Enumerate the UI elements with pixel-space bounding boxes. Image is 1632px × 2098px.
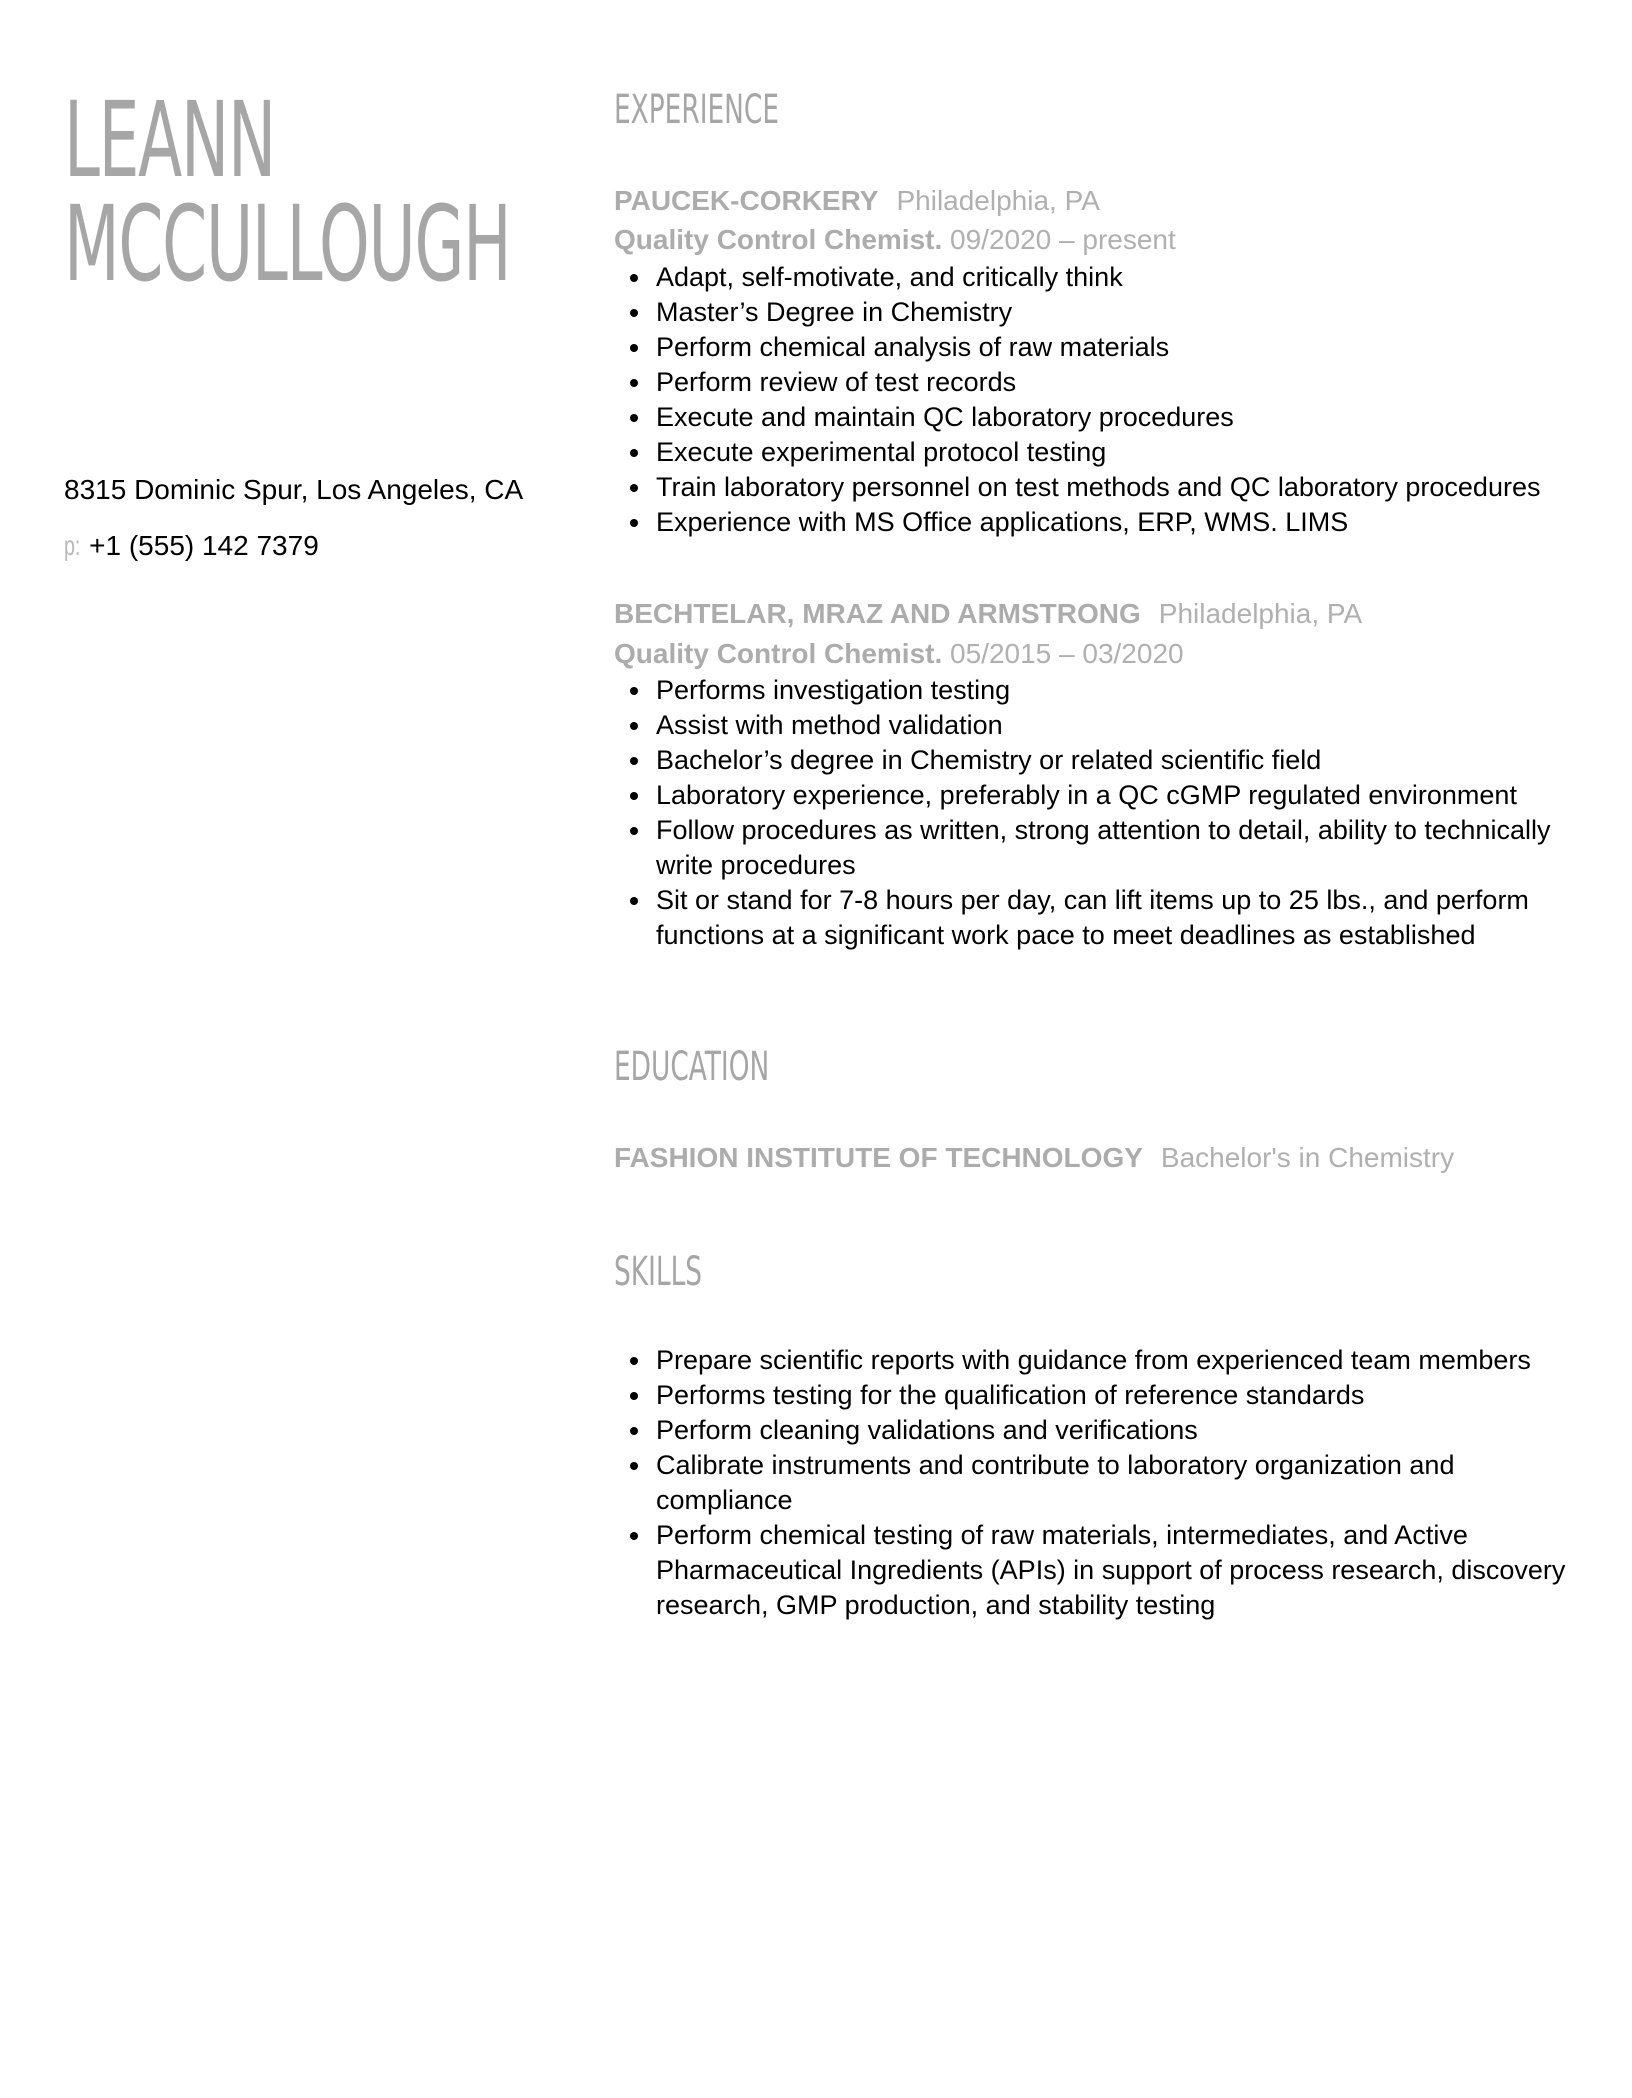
name-last: MCCULLOUGH <box>64 183 511 305</box>
list-item: Prepare scientific reports with guidance from experienced team members <box>656 1343 1576 1378</box>
list-item: Perform chemical analysis of raw materials <box>656 330 1576 365</box>
job-1-role: Quality Control Chemist. <box>614 224 943 255</box>
list-item: Perform chemical testing of raw materials, intermediates, and Active Pharmaceutical Ingredients (APIs) in support of process research, discovery research, GMP production, and stability testing <box>656 1518 1576 1623</box>
list-item: Bachelor’s degree in Chemistry or related scientific field <box>656 743 1576 778</box>
list-item: Execute experimental protocol testing <box>656 435 1576 470</box>
list-item: Laboratory experience, preferably in a QC cGMP regulated environment <box>656 778 1576 813</box>
job-2-dates: 05/2015 – 03/2020 <box>950 638 1184 669</box>
list-item: Experience with MS Office applications, ERP, WMS. LIMS <box>656 505 1576 540</box>
job-2-role: Quality Control Chemist. <box>614 638 943 669</box>
candidate-name <box>64 79 511 305</box>
list-item: Execute and maintain QC laboratory procedures <box>656 400 1576 435</box>
job-2-location: Philadelphia, PA <box>1158 598 1363 629</box>
job-1-dates: 09/2020 – present <box>950 224 1176 255</box>
skills-list <box>614 1343 1576 1623</box>
job-2-company-line <box>614 594 1362 634</box>
phone-number: +1 (555) 142 7379 <box>89 530 319 561</box>
job-1-role-line <box>614 220 1176 260</box>
list-item: Perform cleaning validations and verifications <box>656 1413 1576 1448</box>
list-item: Performs testing for the qualification of reference standards <box>656 1378 1576 1413</box>
education-heading: EDUCATION <box>614 1044 770 1090</box>
list-item: Performs investigation testing <box>656 673 1576 708</box>
job-2-role-line <box>614 634 1184 674</box>
address: 8315 Dominic Spur, Los Angeles, CA <box>64 474 524 505</box>
education-line <box>614 1138 1454 1178</box>
name-block <box>64 79 584 305</box>
contact-info <box>64 462 604 574</box>
skills-heading: SKILLS <box>614 1249 703 1295</box>
job-1-company-line <box>614 181 1100 221</box>
list-item: Perform review of test records <box>656 365 1576 400</box>
job-2-company: BECHTELAR, MRAZ AND ARMSTRONG <box>614 598 1141 629</box>
list-item: Sit or stand for 7-8 hours per day, can lift items up to 25 lbs., and perform functions at a significant work pace to meet deadlines as established <box>656 883 1576 953</box>
phone-row <box>64 518 604 574</box>
job-1-company: PAUCEK-CORKERY <box>614 185 879 216</box>
education-degree: Bachelor's in Chemistry <box>1160 1142 1455 1173</box>
job-2-bullets <box>614 673 1576 953</box>
list-item: Follow procedures as written, strong attention to detail, ability to technically write procedures <box>656 813 1576 883</box>
name-first: LEANN <box>64 79 276 201</box>
experience-heading: EXPERIENCE <box>614 87 780 133</box>
phone-prefix: p: <box>64 530 81 561</box>
list-item: Adapt, self-motivate, and critically think <box>656 260 1576 295</box>
list-item: Master’s Degree in Chemistry <box>656 295 1576 330</box>
list-item: Calibrate instruments and contribute to laboratory organization and compliance <box>656 1448 1576 1518</box>
list-item: Assist with method validation <box>656 708 1576 743</box>
job-1-location: Philadelphia, PA <box>896 185 1100 216</box>
education-school: FASHION INSTITUTE OF TECHNOLOGY <box>614 1142 1143 1173</box>
list-item: Train laboratory personnel on test methods and QC laboratory procedures <box>656 470 1576 505</box>
job-1-bullets <box>614 260 1576 540</box>
